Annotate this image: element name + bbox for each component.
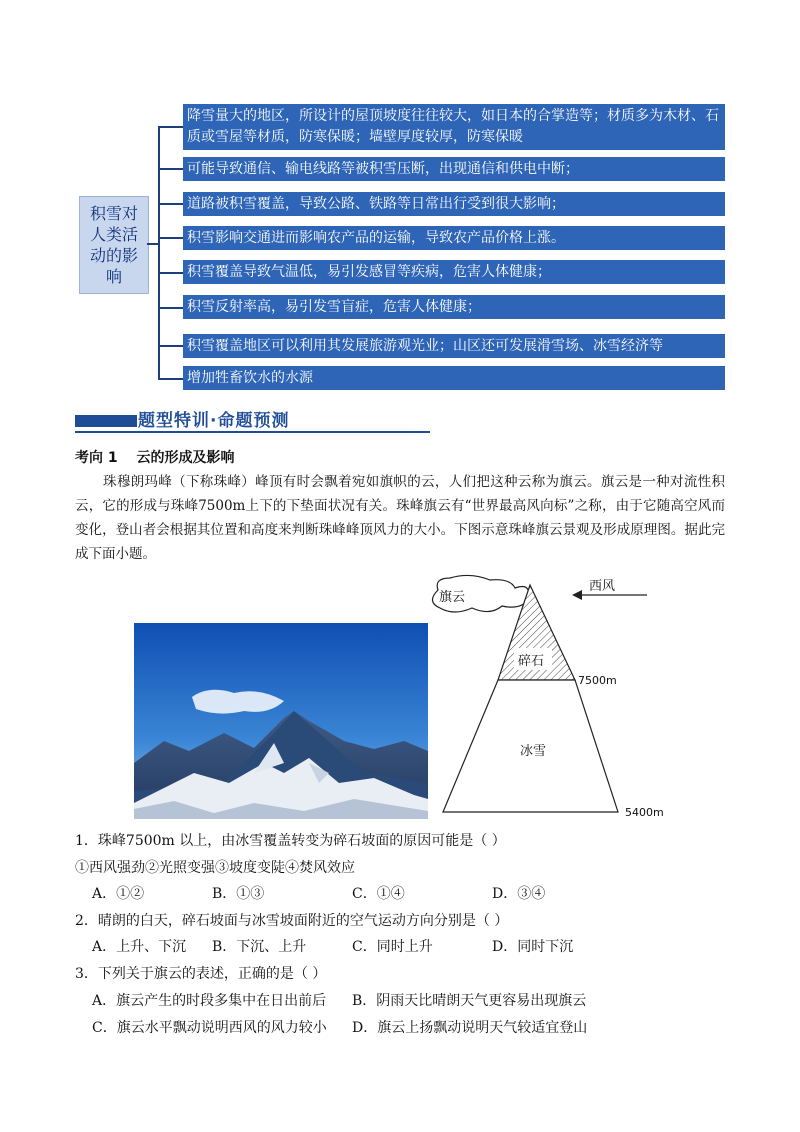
ice-label: 冰雪: [520, 744, 547, 759]
question-1-option-c: C．①④: [352, 886, 405, 902]
question-3-option-c: C．旗云水平飘动说明西风的风力较小: [92, 1020, 327, 1036]
question-2-stem: 2．晴朗的白天，碎石坡面与冰雪坡面附近的空气运动方向分别是（ ）: [75, 913, 509, 929]
mindmap-link: [158, 345, 183, 347]
flag-cloud-diagram: [420, 570, 690, 825]
altitude-high-label: 7500m: [578, 674, 617, 687]
question-3-option-a: A．旗云产生的时段多集中在日出前后: [92, 993, 327, 1009]
mindmap-branch: 降雪量大的地区，所设计的屋顶坡度往往较大，如日本的合掌造等；材质多为木材、石质或雪屋等材质，防寒保暖；墙壁厚度较厚，防寒保暖: [183, 104, 725, 150]
question-2-option-a: A．上升、下沉: [92, 939, 187, 955]
mindmap-link: [158, 272, 183, 274]
question-1-stem: 1．珠峰7500m 以上，由冰雪覆盖转变为碎石坡面的原因可能是（ ）: [75, 833, 506, 849]
mindmap-branch: 可能导致通信、输电线路等被积雪压断，出现通信和供电中断；: [183, 157, 725, 181]
question-3-option-b: B．阴雨天比晴朗天气更容易出现旗云: [352, 993, 587, 1009]
section-bar: [75, 415, 137, 427]
section-underline: [75, 431, 430, 433]
mindmap-trunk-v: [158, 126, 160, 380]
mindmap-branch: 积雪覆盖导致气温低，易引发感冒等疾病，危害人体健康；: [183, 260, 725, 284]
question-1-sub: ①西风强劲②光照变强③坡度变陡④焚风效应: [75, 860, 355, 876]
mindmap-branch: 积雪反射率高，易引发雪盲症，危害人体健康；: [183, 295, 725, 319]
section-title: 题型特训·命题预测: [138, 411, 290, 431]
mindmap-root-label: 积雪对人类活动的影响: [89, 204, 138, 286]
everest-photo: [134, 623, 428, 819]
question-3-stem: 3．下列关于旗云的表述，正确的是（ ）: [75, 966, 327, 982]
mindmap-link: [158, 307, 183, 309]
question-1-option-d: D．③④: [492, 886, 546, 902]
mindmap-link: [158, 126, 183, 128]
question-2-option-d: D．同时下沉: [492, 939, 574, 955]
mindmap-link: [158, 168, 183, 170]
altitude-low-label: 5400m: [625, 806, 664, 819]
question-1-option-b: B．①③: [212, 886, 265, 902]
question-2-option-b: B．下沉、上升: [212, 939, 307, 955]
mindmap-branch: 增加牲畜饮水的水源: [183, 366, 725, 390]
rock-label: 碎石: [518, 654, 545, 669]
mindmap-link: [158, 237, 183, 239]
wind-label: 西风: [589, 579, 616, 594]
direction-label: 考向 1 云的形成及影响: [75, 450, 235, 466]
mindmap-branch: 积雪影响交通进而影响农产品的运输，导致农产品价格上涨。: [183, 226, 725, 250]
passage: 珠穆朗玛峰（下称珠峰）峰顶有时会飘着宛如旗帜的云，人们把这种云称为旗云。旗云是一种对流性积云，它的形成与珠峰7500m上下的下垫面状况有关。珠峰旗云有“世界最高风向标”之称，由于它随高空风而变化，登山者会根据其位置和高度来判断珠峰峰顶风力的大小。下图示意珠峰旗云景观及形成原理图。据此完成下面小题。: [75, 474, 725, 562]
mindmap-root: [79, 196, 149, 294]
mindmap-link: [158, 378, 183, 380]
mindmap-branch: 积雪覆盖地区可以利用其发展旅游观光业；山区还可发展滑雪场、冰雪经济等: [183, 334, 725, 358]
question-2-option-c: C．同时上升: [352, 939, 433, 955]
question-3-option-d: D．旗云上扬飘动说明天气较适宜登山: [352, 1020, 588, 1036]
mindmap-branch: 道路被积雪覆盖，导致公路、铁路等日常出行受到很大影响；: [183, 192, 725, 216]
cloud-label: 旗云: [439, 590, 466, 605]
mindmap-link: [158, 203, 183, 205]
question-1-option-a: A．①②: [92, 886, 145, 902]
